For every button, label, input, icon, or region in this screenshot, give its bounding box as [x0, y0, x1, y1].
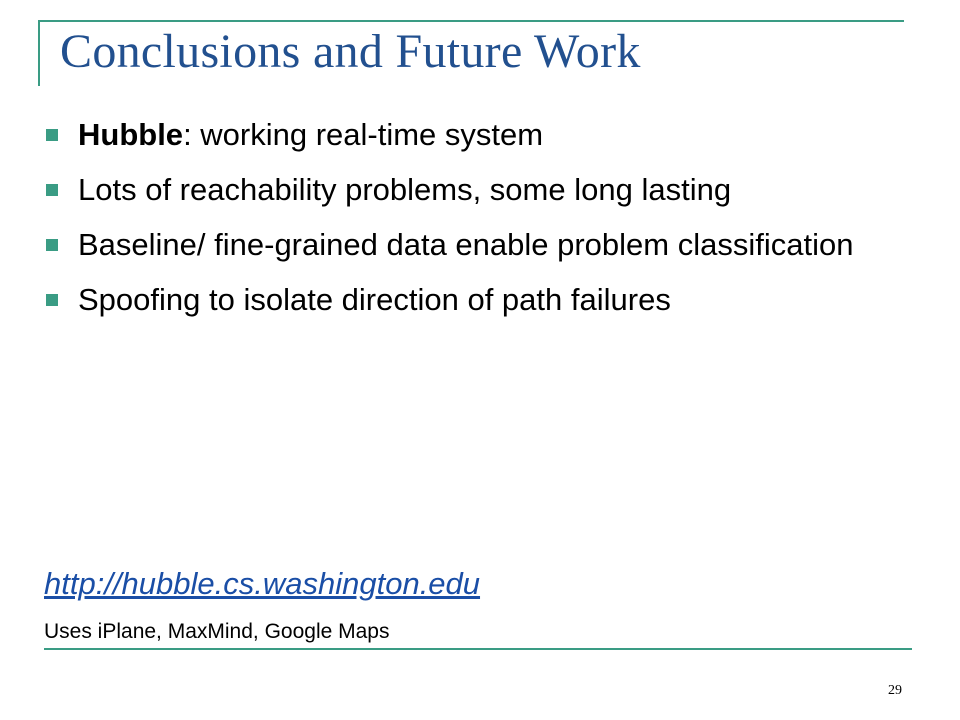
bullet-text: Spoofing to isolate direction of path failures — [78, 282, 671, 317]
bullet-item — [44, 116, 924, 154]
bullet-text: Lots of reachability problems, some long lasting — [78, 172, 732, 207]
square-bullet-icon — [46, 239, 58, 251]
bullet-text: Baseline/ fine-grained data enable problem classification — [78, 227, 854, 262]
bullet-item — [44, 226, 924, 264]
square-bullet-icon — [46, 129, 58, 141]
square-bullet-icon — [46, 184, 58, 196]
top-rule — [38, 20, 904, 22]
square-bullet-icon — [46, 294, 58, 306]
bullet-list — [44, 116, 924, 336]
bullet-item — [44, 281, 924, 319]
bottom-rule — [44, 648, 912, 650]
hubble-website-link[interactable]: http://hubble.cs.washington.edu — [44, 566, 481, 601]
left-rule — [38, 20, 40, 86]
page-number: 29 — [888, 683, 902, 698]
credits-text: Uses iPlane, MaxMind, Google Maps — [44, 620, 390, 643]
slide-title: Conclusions and Future Work — [60, 25, 641, 78]
bullet-item — [44, 171, 924, 209]
bullet-bold-text: Hubble — [78, 117, 184, 152]
bullet-text: : working real-time system — [183, 117, 544, 152]
